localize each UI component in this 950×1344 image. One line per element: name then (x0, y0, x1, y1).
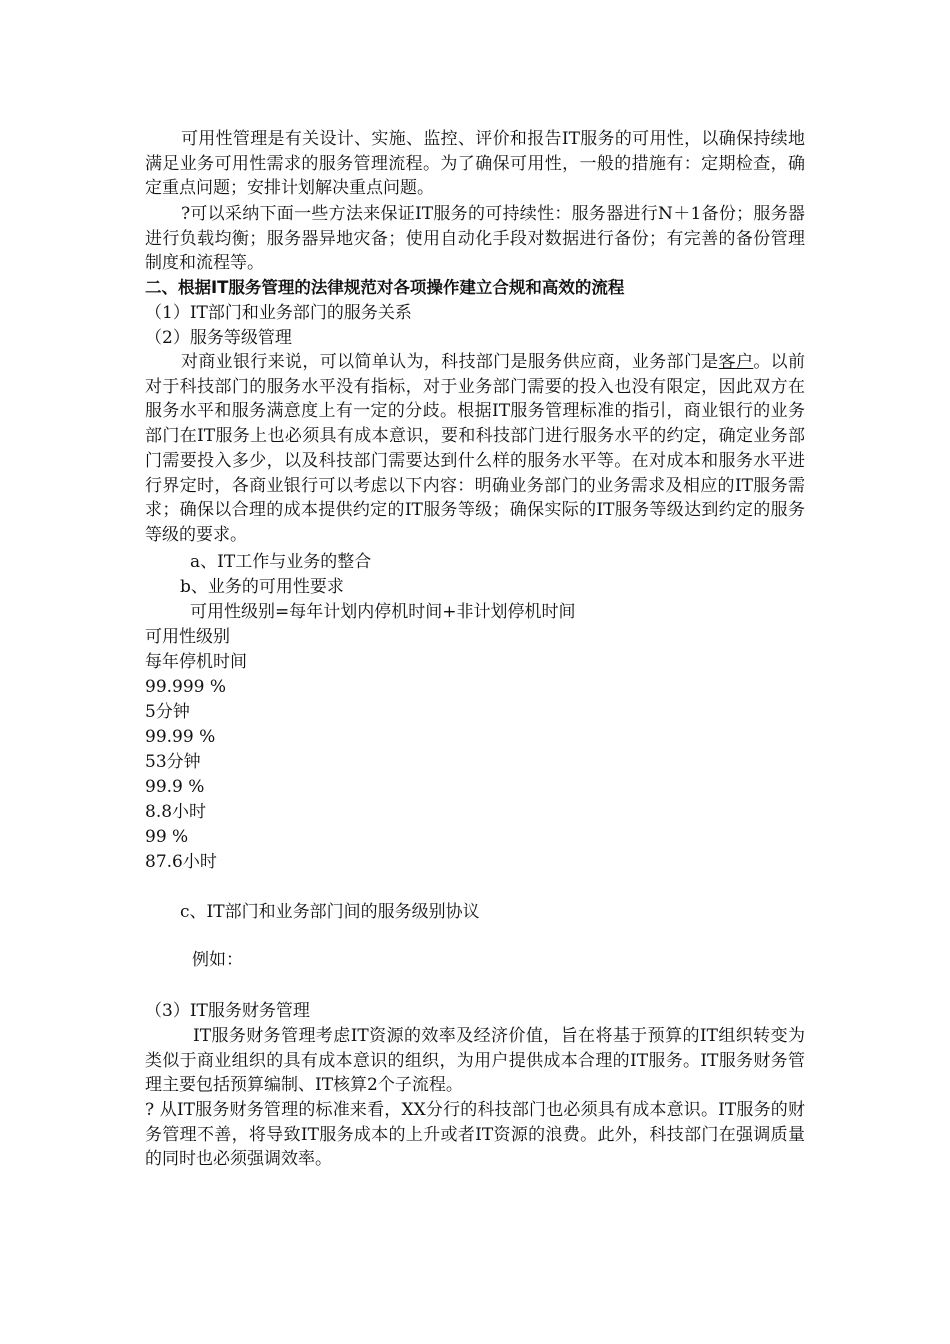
table-row-downtime: 8.8小时 (145, 802, 207, 822)
item-service-level-management: （2）服务等级管理 (145, 328, 292, 348)
table-row-downtime: 87.6小时 (145, 852, 217, 872)
table-row-downtime: 5分钟 (145, 702, 190, 722)
sub-item-a: a、IT工作与业务的整合 (190, 552, 372, 572)
table-row-level: 99.999 % (145, 677, 227, 697)
sub-item-b: b、业务的可用性要求 (180, 577, 344, 597)
paragraph-continuity-methods: ?可以采纳下面一些方法来保证IT服务的可持续性：服务器进行N＋1备份；服务器进行负载均衡；服务器异地灾备；使用自动化手段对数据进行备份；有完善的备份管理制度和流程等。 (145, 204, 805, 274)
table-row-level: 99 % (145, 827, 189, 847)
paragraph-text-part-2: 。以前对于科技部门的服务水平没有指标，对于业务部门需要的投入也没有限定，因此双方在服务水平和服务满意度上有一定的分歧。根据IT服务管理标准的指引，商业银行的业务部门在IT服务上也必须具有成本意识，要和科技部门进行服务水平的约定，确定业务部门需要投入多少，以及科技部门需要达到什么样的服务水平等。在对成本和服务水平进行界定时，各商业银行可以考虑以下内容：明确业务部门的业务需求及相应的IT服务需求；确保以合理的成本提供约定的IT服务等级；确保实际的IT服务等级达到约定的服务等级的要求。 (145, 352, 806, 545)
paragraph-text-part-1: 对商业银行来说，可以简单认为，科技部门是服务供应商，业务部门是 (181, 352, 719, 372)
example-label: 例如： (192, 950, 243, 970)
sub-item-c: c、IT部门和业务部门间的服务级别协议 (180, 902, 480, 922)
customer-link: 客户 (718, 352, 754, 372)
paragraph-financial-management: IT服务财务管理考虑IT资源的效率及经济价值，旨在将基于预算的IT组织转变为类似于商业组织的具有成本意识的组织，为用户提供成本合理的IT服务。IT服务财务管理主要包括预算编制、IT核算2个子流程。 (145, 1026, 805, 1096)
table-row-level: 99.9 % (145, 777, 205, 797)
item-it-business-relationship: （1）IT部门和业务部门的服务关系 (145, 303, 412, 323)
table-row-downtime: 53分钟 (145, 752, 201, 772)
table-header-level: 可用性级别 (145, 627, 230, 647)
paragraph-service-level-agreement (145, 350, 805, 548)
item-it-financial-management: （3）IT服务财务管理 (145, 1001, 310, 1021)
paragraph-availability-management: 可用性管理是有关设计、实施、监控、评价和报告IT服务的可用性，以确保持续地满足业务可用性需求的服务管理流程。为了确保可用性，一般的措施有：定期检查，确定重点问题；安排计划解决重点问题。 (145, 129, 805, 199)
paragraph-cost-awareness: ? 从IT服务财务管理的标准来看，XX分行的科技部门也必须具有成本意识。IT服务的财务管理不善，将导致IT服务成本的上升或者IT资源的浪费。此外，科技部门在强调质量的同时也必须强调效率。 (145, 1100, 805, 1170)
section-heading-2: 二、根据IT服务管理的法律规范对各项操作建立合规和高效的流程 (145, 278, 625, 297)
table-row-level: 99.99 % (145, 727, 216, 747)
table-header-downtime: 每年停机时间 (145, 652, 247, 672)
availability-formula: 可用性级别=每年计划内停机时间+非计划停机时间 (190, 602, 576, 622)
